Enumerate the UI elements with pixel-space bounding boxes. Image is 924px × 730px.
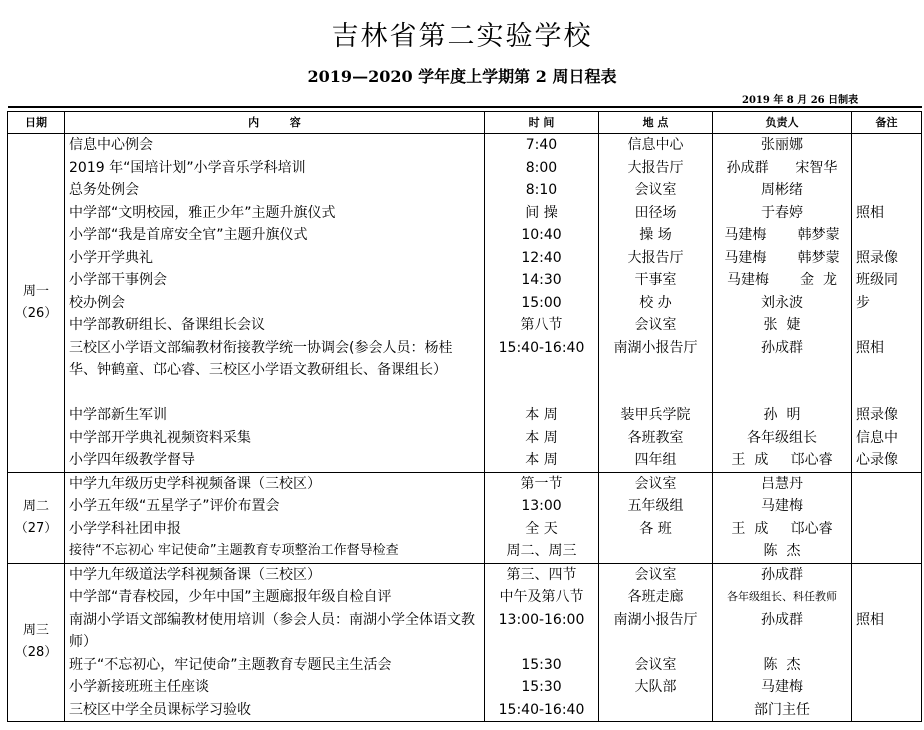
person-item: 部门主任	[754, 701, 810, 718]
person-item	[713, 382, 851, 405]
place-item	[599, 631, 712, 654]
day-number: （27）	[14, 520, 58, 536]
header-person: 负责人	[713, 112, 852, 134]
time-item: 第三、四节	[506, 566, 577, 583]
remark-item: 信息中	[856, 429, 898, 446]
event-item: 小学学科社团申报	[69, 520, 181, 537]
place-cell	[599, 134, 713, 473]
event-item: 中学部开学典礼视频资料采集	[69, 429, 251, 446]
remark-item: 照相	[856, 339, 884, 356]
place-item: 田径场	[634, 204, 677, 221]
person-item: 马建梅 韩梦蒙	[724, 227, 840, 243]
person-item: 马建梅 韩梦蒙	[724, 249, 840, 266]
day-number: （28）	[14, 645, 58, 661]
remark-item	[852, 359, 921, 382]
time-item: 8:10	[525, 182, 558, 198]
header-time: 时 间	[485, 112, 599, 134]
time-item: 12:40	[521, 249, 562, 266]
time-item: 本 周	[525, 452, 558, 468]
remark-item	[852, 564, 921, 587]
remark-item	[852, 699, 921, 722]
place-item: 信息中心	[627, 137, 684, 153]
place-item: 各班教室	[627, 429, 684, 446]
event-item: 2019 年“国培计划”小学音乐学科培训	[69, 159, 306, 176]
event-item: 小学开学典礼	[69, 249, 153, 266]
place-item: 会议室	[634, 656, 677, 673]
person-item: 王 成 邙心睿	[731, 520, 833, 537]
person-cell	[713, 472, 852, 563]
header-row	[8, 112, 922, 134]
place-item: 大报告厅	[627, 249, 684, 266]
time-item	[485, 631, 598, 654]
remark-item	[852, 314, 921, 337]
person-item: 各年级组长、科任教师	[727, 590, 837, 603]
date-cell	[8, 472, 65, 563]
remark-item	[852, 473, 921, 496]
day-label: 周一	[22, 283, 49, 299]
event-item: 信息中心例会	[69, 137, 153, 153]
event-item: 小学部干事例会	[69, 272, 167, 288]
day-row-tuesday	[8, 472, 922, 563]
person-item: 孙成群	[761, 339, 803, 356]
time-item: 周二、周三	[506, 543, 577, 559]
event-item: 中学部“青春校园，少年中国”主题廊报年级自检自评	[69, 589, 392, 605]
person-item: 孙成群 宋智华	[726, 159, 838, 176]
remark-item: 照录像	[856, 407, 898, 423]
day-label: 周三	[22, 623, 49, 639]
time-item: 本 周	[525, 407, 558, 423]
place-item: 干事室	[634, 272, 677, 288]
person-item: 孙 明	[763, 407, 801, 423]
person-item: 王 成 邙心睿	[731, 452, 833, 468]
place-item	[599, 359, 712, 382]
person-item: 张 婕	[763, 317, 801, 333]
time-item: 第一节	[520, 475, 563, 492]
time-item: 15:00	[521, 294, 562, 311]
day-row-wednesday	[8, 563, 922, 722]
time-item: 14:30	[521, 272, 562, 288]
place-item	[599, 699, 712, 722]
time-item: 15:30	[521, 679, 562, 695]
place-item: 会议室	[634, 566, 677, 583]
event-item: 班子“不忘初心，牢记使命”主题教育专题民主生活会	[69, 656, 392, 673]
event-item: 中学部“文明校园，雅正少年”主题升旗仪式	[69, 204, 336, 221]
content-cell	[65, 472, 485, 563]
time-item: 全 天	[525, 520, 558, 537]
remark-item: 照相	[856, 611, 884, 628]
time-cell	[485, 134, 599, 473]
event-item: 中学部教研组长、备课组长会议	[69, 317, 265, 333]
place-item: 大队部	[634, 679, 677, 695]
made-date: 2019 年 8 月 26 日制表	[742, 95, 859, 106]
person-item: 吕慧丹	[761, 475, 803, 492]
place-item: 会议室	[634, 317, 677, 333]
person-item: 马建梅	[761, 679, 803, 695]
time-item: 15:40-16:40	[498, 701, 585, 718]
content-cell	[65, 134, 485, 473]
remark-cell	[852, 472, 922, 563]
remark-item	[852, 518, 921, 541]
place-item: 南湖小报告厅	[613, 339, 698, 356]
place-item: 会议室	[634, 475, 677, 492]
remark-item	[852, 631, 921, 654]
remark-item: 班级同	[856, 272, 898, 288]
remark-item	[852, 179, 921, 202]
remark-item	[852, 495, 921, 518]
remark-item	[852, 654, 921, 677]
remark-item	[852, 676, 921, 699]
date-cell	[8, 134, 65, 473]
person-item: 张丽娜	[761, 137, 803, 153]
person-item: 孙成群	[761, 566, 803, 583]
event-item: 三校区中学全员课标学习验收	[69, 701, 251, 718]
remark-item	[852, 157, 921, 180]
event-item: 校办例会	[69, 294, 125, 311]
person-item	[713, 359, 851, 382]
person-item: 陈 杰	[763, 543, 801, 559]
place-cell	[599, 472, 713, 563]
header-date: 日期	[8, 112, 65, 134]
event-item: 中学部新生军训	[69, 407, 167, 423]
time-item	[485, 359, 598, 382]
header-remark: 备注	[852, 112, 922, 134]
time-item: 13:00	[521, 498, 562, 514]
time-item: 间 操	[525, 204, 558, 221]
event-item: 小学部“我是首席安全官”主题升旗仪式	[69, 227, 308, 243]
time-item: 8:00	[525, 159, 558, 176]
time-item: 7:40	[525, 137, 558, 153]
day-number: （26）	[14, 305, 58, 321]
time-item: 中午及第八节	[499, 589, 584, 605]
remark-item: 步	[856, 294, 870, 311]
time-item: 15:40-16:40	[498, 339, 585, 356]
event-item: 接待“不忘初心 牢记使命”主题教育专项整治工作督导检查	[69, 543, 399, 558]
remark-item: 心录像	[856, 452, 898, 468]
place-item: 操 场	[639, 227, 672, 243]
header-content: 内 容	[65, 112, 485, 134]
place-item: 装甲兵学院	[620, 407, 691, 423]
remark-item	[852, 382, 921, 405]
person-cell	[713, 563, 852, 722]
event-item: 中学九年级历史学科视频备课（三校区）	[69, 475, 321, 492]
place-item: 五年级组	[627, 498, 684, 514]
time-item	[485, 382, 598, 405]
person-item: 于春婷	[761, 204, 803, 221]
school-title: 吉林省第二实验学校	[331, 21, 593, 52]
person-item: 刘永波	[761, 294, 803, 311]
event-item: 小学五年级“五星学子”评价布置会	[69, 498, 280, 514]
event-item: 小学新接班班主任座谈	[69, 679, 209, 695]
event-item: 总务处例会	[69, 182, 139, 198]
event-item: 中学九年级道法学科视频备课（三校区）	[69, 566, 321, 583]
event-item: 小学四年级教学督导	[69, 452, 195, 468]
remark-item	[852, 540, 921, 563]
place-item: 各班走廊	[627, 589, 684, 605]
time-item: 15:30	[521, 656, 562, 673]
place-item	[599, 382, 712, 405]
day-row-monday	[8, 134, 922, 473]
person-cell	[713, 134, 852, 473]
day-label: 周二	[22, 498, 49, 514]
time-item: 本 周	[525, 429, 558, 446]
remark-item: 照相	[856, 204, 884, 221]
remark-item	[852, 134, 921, 157]
remark-item	[852, 224, 921, 247]
header-place: 地 点	[599, 112, 713, 134]
place-item: 校 办	[639, 294, 672, 311]
person-item	[713, 631, 851, 654]
time-cell	[485, 563, 599, 722]
event-item: 南湖小学语文部编教材使用培训（参会人员：南湖小学全体语文教师）	[69, 611, 475, 650]
person-item: 马建梅	[761, 498, 803, 514]
place-item: 各 班	[639, 520, 672, 537]
person-item: 各年级组长	[747, 429, 817, 446]
remark-item	[852, 586, 921, 609]
time-item: 13:00-16:00	[498, 611, 585, 628]
time-item: 第八节	[520, 317, 563, 333]
person-item: 马建梅 金 龙	[726, 272, 838, 288]
place-item	[599, 540, 712, 563]
person-item: 孙成群	[761, 611, 803, 628]
place-item: 四年组	[634, 452, 677, 468]
remark-cell	[852, 563, 922, 722]
date-cell	[8, 563, 65, 722]
person-item: 陈 杰	[763, 656, 801, 673]
remark-cell	[852, 134, 922, 473]
schedule-subtitle: 2019—2020 学年度上学期第 2 周日程表	[307, 67, 617, 86]
place-item: 会议室	[634, 182, 677, 198]
content-cell	[65, 563, 485, 722]
remark-item: 照录像	[856, 249, 898, 266]
place-item: 南湖小报告厅	[613, 611, 698, 628]
time-item: 10:40	[521, 227, 562, 243]
schedule-table	[7, 106, 922, 722]
place-item: 大报告厅	[627, 159, 684, 176]
time-cell	[485, 472, 599, 563]
person-item: 周彬绪	[761, 182, 803, 198]
place-cell	[599, 563, 713, 722]
event-item: 三校区小学语文部编教材衔接教学统一协调会(参会人员：杨桂华、钟鹤童、邙心睿、三校区小学语文教研组长、备课组长）	[69, 339, 453, 378]
